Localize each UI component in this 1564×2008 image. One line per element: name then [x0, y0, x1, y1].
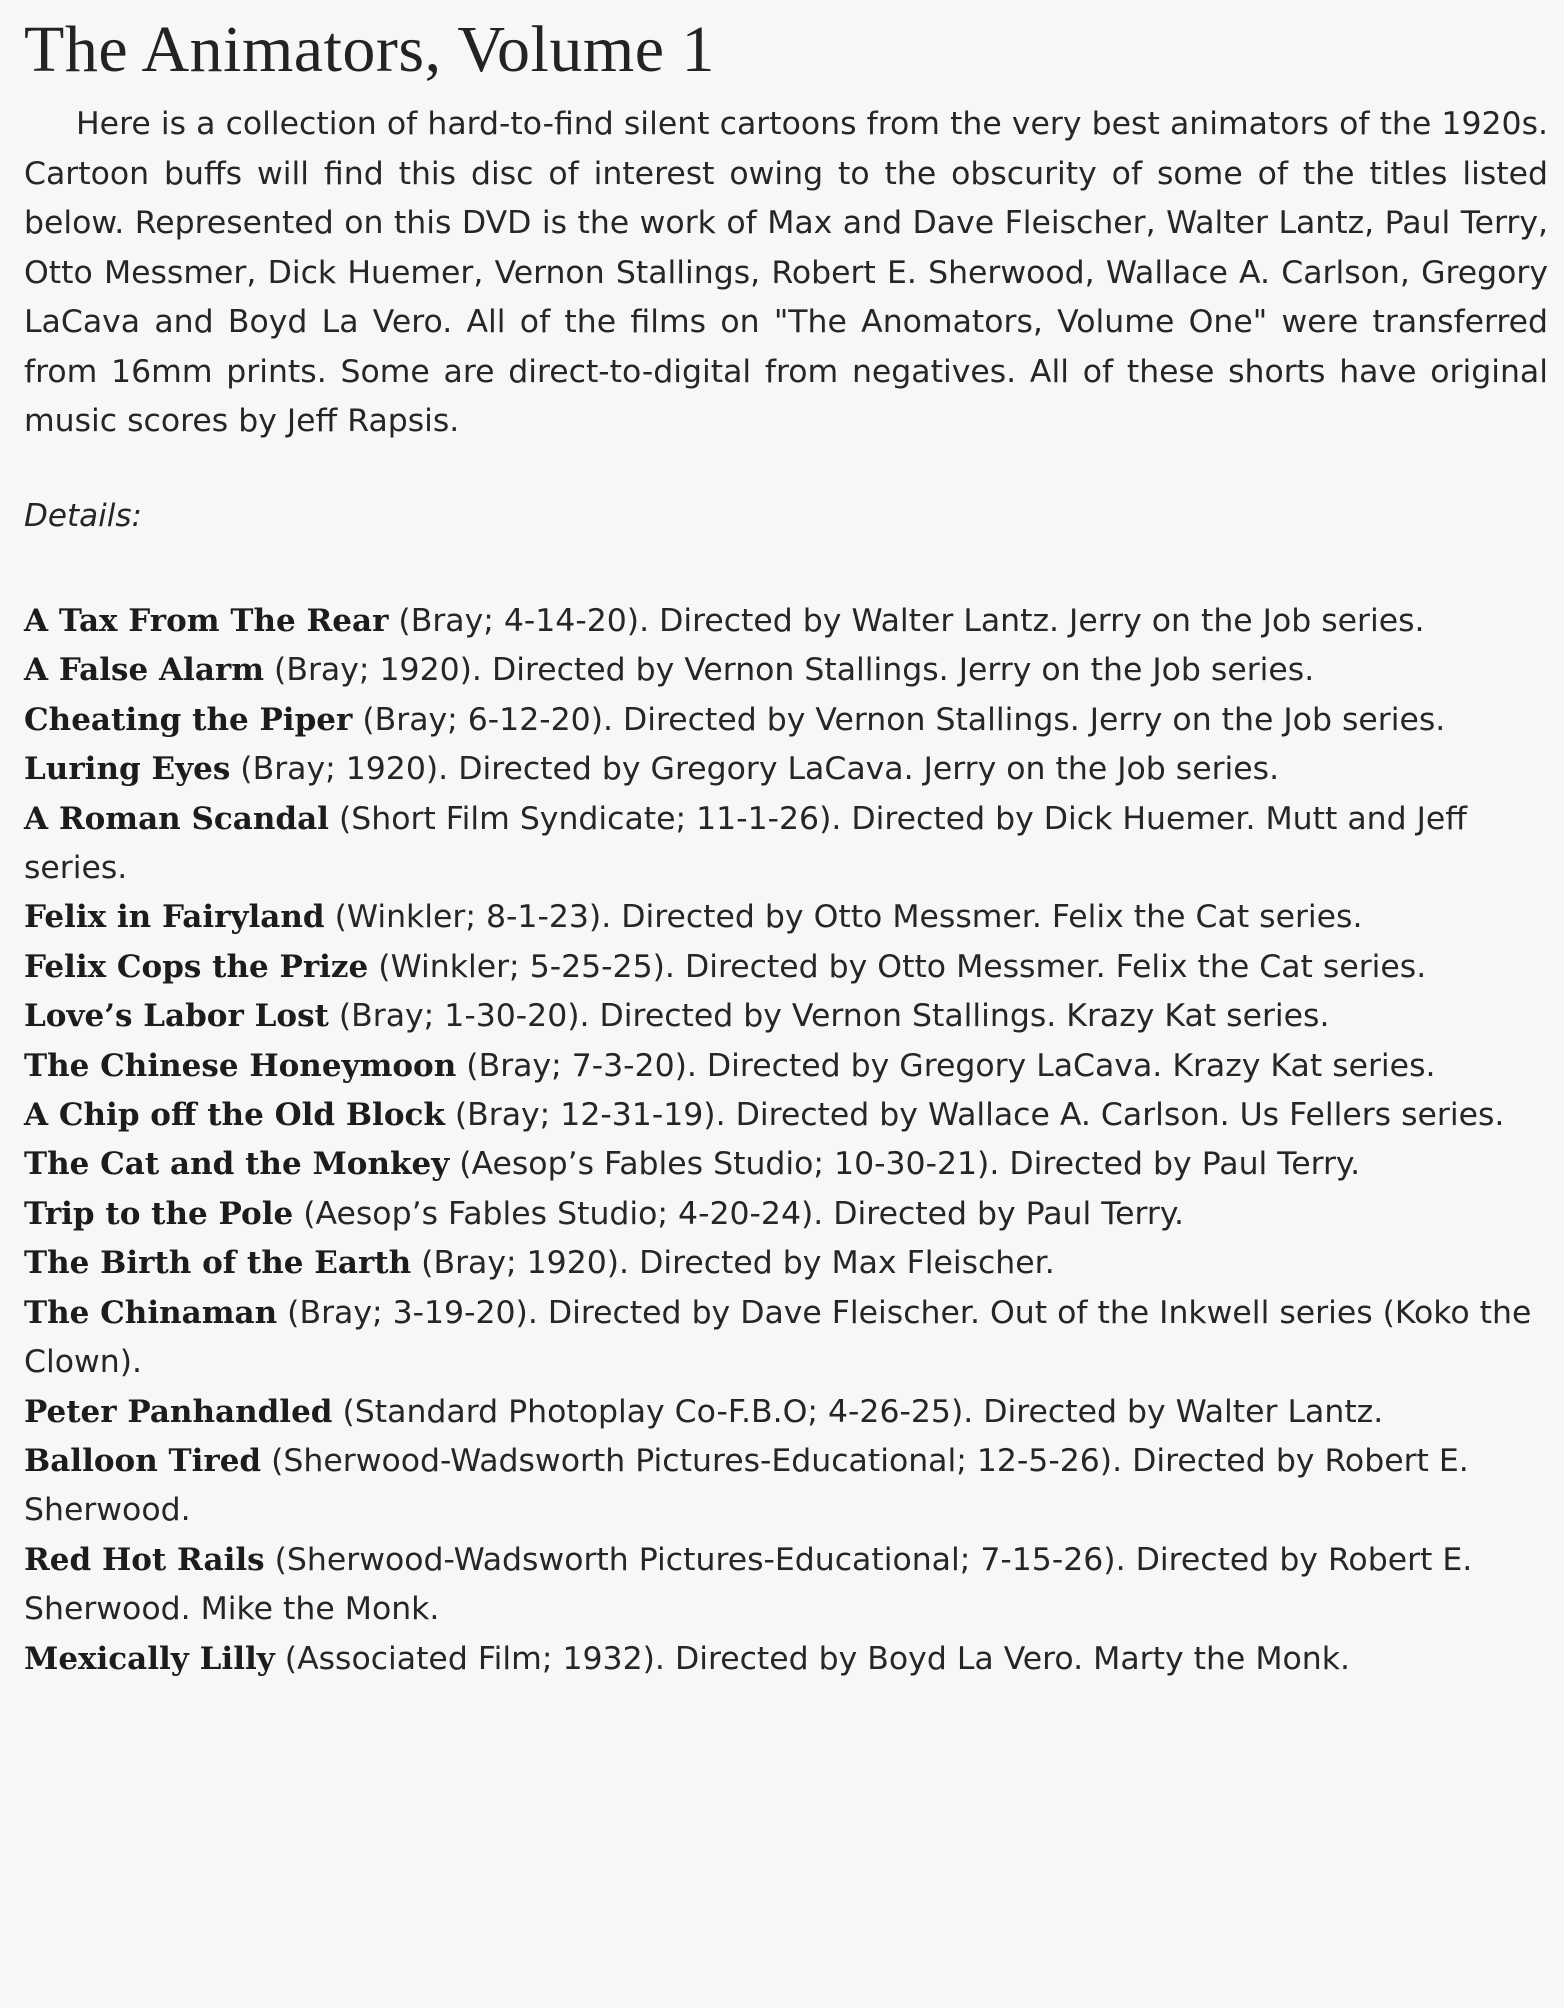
- film-entry: [24, 1635, 1548, 1684]
- film-entry: [24, 745, 1548, 794]
- film-title: Balloon Tired: [24, 1442, 262, 1479]
- film-entry: [24, 992, 1548, 1041]
- film-info: (Winkler; 8-1-23). Directed by Otto Messmer. Felix the Cat series.: [324, 899, 1363, 936]
- film-title: Love’s Labor Lost: [24, 998, 329, 1035]
- film-entry: [24, 1140, 1548, 1189]
- film-title: Luring Eyes: [24, 751, 231, 788]
- film-title: Felix Cops the Prize: [24, 948, 369, 985]
- details-label: Details:: [24, 497, 142, 534]
- film-info: (Sherwood-Wadsworth Pictures-Educational; 12-5-26). Directed by Robert E. Sherwood.: [24, 1442, 1469, 1529]
- film-list: [24, 597, 1548, 1684]
- film-info: (Bray; 1920). Directed by Max Fleischer.: [411, 1245, 1055, 1282]
- film-info: (Bray; 1-30-20). Directed by Vernon Stallings. Krazy Kat series.: [328, 998, 1330, 1035]
- film-entry: [24, 1388, 1548, 1437]
- film-info: (Bray; 12-31-19). Directed by Wallace A. Carlson. Us Fellers series.: [444, 1097, 1505, 1134]
- film-entry: [24, 943, 1548, 992]
- film-entry: [24, 1536, 1548, 1635]
- intro-paragraph: Here is a collection of hard-to-find silent cartoons from the very best animators of the 1920s. Cartoon buffs will find this disc of interest owing to the obscurity of some of the titles listed below. Represented on this DVD is the work of Max and Dave Fleischer, Walter Lantz, Paul Terry, Otto Messmer, Dick Huemer, Vernon Stallings, Robert E. Sherwood, Wallace A. Carlson, Gregory LaCava and Boyd La Vero. All of the films on "The Anomators, Volume One" were transferred from 16mm prints. Some are direct-to-digital from negatives. All of these shorts have original music scores by Jeff Rapsis.: [24, 106, 1548, 439]
- film-title: Felix in Fairyland: [24, 899, 325, 936]
- film-title: Trip to the Pole: [24, 1195, 294, 1232]
- film-title: A Tax From The Rear: [24, 603, 389, 639]
- film-title: A Roman Scandal: [24, 800, 329, 837]
- film-info: (Bray; 1920). Directed by Gregory LaCava. Jerry on the Job series.: [230, 751, 1280, 788]
- film-title: The Chinese Honeymoon: [24, 1047, 457, 1084]
- film-title: Peter Panhandled: [24, 1393, 333, 1430]
- film-title: Red Hot Rails: [24, 1541, 265, 1578]
- film-info: (Bray; 1920). Directed by Vernon Stallings. Jerry on the Job series.: [264, 652, 1315, 689]
- film-entry: [24, 1042, 1548, 1091]
- document-page: [24, 10, 1548, 1684]
- film-info: (Bray; 7-3-20). Directed by Gregory LaCava. Krazy Kat series.: [456, 1047, 1436, 1084]
- film-entry: [24, 795, 1548, 894]
- film-entry: [24, 1289, 1548, 1388]
- film-entry: [24, 696, 1548, 745]
- film-title: The Birth of the Earth: [24, 1245, 412, 1282]
- film-entry: [24, 893, 1548, 942]
- film-entry: [24, 1239, 1548, 1288]
- film-entry: [24, 1091, 1548, 1140]
- film-info: (Bray; 4-14-20). Directed by Walter Lantz. Jerry on the Job series.: [388, 603, 1425, 639]
- film-entry: [24, 646, 1548, 695]
- film-info: (Aesop’s Fables Studio; 4-20-24). Directed by Paul Terry.: [293, 1195, 1185, 1232]
- film-title: A Chip off the Old Block: [24, 1097, 445, 1134]
- film-entry: [24, 1437, 1548, 1536]
- film-title: The Chinaman: [24, 1294, 278, 1331]
- film-info: (Standard Photoplay Co-F.B.O; 4-26-25). Directed by Walter Lantz.: [332, 1393, 1384, 1430]
- film-info: (Bray; 3-19-20). Directed by Dave Fleischer. Out of the Inkwell series (Koko the Clown).: [24, 1294, 1532, 1381]
- film-entry: [24, 1190, 1548, 1239]
- film-info: (Sherwood-Wadsworth Pictures-Educational; 7-15-26). Directed by Robert E. Sherwood. Mike the Monk.: [24, 1541, 1473, 1628]
- page-title: The Animators, Volume 1: [24, 13, 716, 86]
- film-title: A False Alarm: [24, 652, 265, 689]
- film-info: (Winkler; 5-25-25). Directed by Otto Messmer. Felix the Cat series.: [368, 948, 1427, 985]
- film-title: Mexically Lilly: [24, 1640, 275, 1677]
- film-title: Cheating the Piper: [24, 701, 353, 738]
- film-info: (Aesop’s Fables Studio; 10-30-21). Directed by Paul Terry.: [449, 1146, 1361, 1183]
- film-info: (Associated Film; 1932). Directed by Boyd La Vero. Marty the Monk.: [274, 1640, 1350, 1677]
- film-title: The Cat and the Monkey: [24, 1146, 450, 1183]
- film-info: (Short Film Syndicate; 11-1-26). Directed by Dick Huemer. Mutt and Jeff series.: [24, 800, 1468, 887]
- film-info: (Bray; 6-12-20). Directed by Vernon Stallings. Jerry on the Job series.: [352, 701, 1446, 738]
- film-entry: [24, 597, 1548, 646]
